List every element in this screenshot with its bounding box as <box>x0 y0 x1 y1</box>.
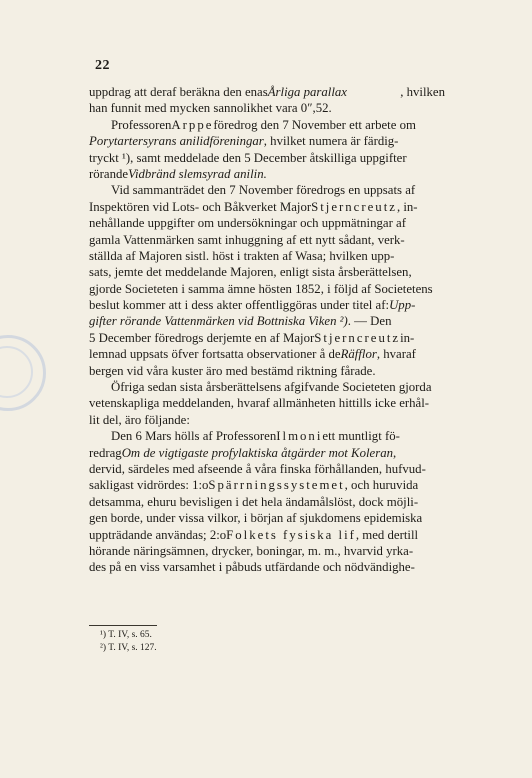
text-line: Inspektören vid Lots- och Båkverket MajorStjerncreutz, in- <box>89 199 418 214</box>
body-text <box>89 84 445 576</box>
text-line: lit del, äro följande: <box>89 412 190 427</box>
text-line: Vid sammanträdet den 7 November föredrogs en uppsats af <box>111 183 416 198</box>
footnote-1: ¹) T. IV, s. 65. <box>100 630 152 640</box>
text-line: nehållande uppgifter om undersökningar och uppmätningar af <box>89 216 406 231</box>
text-line: ställda af Majoren sistl. höst i trakten af Wasa; hvilken upp- <box>89 248 395 263</box>
text-line: uppträdande användas; 2:oFolkets fysiska lif, med dertill <box>89 527 419 542</box>
text-line: bergen vid våra kuster äro med bestämd riktning fårade. <box>89 363 376 378</box>
text-line: gjorde Societeten i samma ämne hösten 1852, i följd af Societetens <box>89 281 433 296</box>
footnote-2: ²) T. IV, s. 127. <box>100 642 157 653</box>
page-number: 22 <box>95 58 110 73</box>
text-line: rörandeVidbränd slemsyrad anilin. <box>89 166 267 181</box>
text-line: redragOm de vigtigaste profylaktiska åtgärder mot Koleran, <box>89 445 397 460</box>
library-stamp <box>0 335 46 411</box>
text-line: dervid, särdeles med afseende å våra finska förhållanden, hufvud- <box>89 461 426 476</box>
text-line: vetenskapliga meddelanden, hvaraf allmänheten hittills icke erhål- <box>89 396 430 411</box>
text-line: detsamma, ehuru bevisligen i det hela ändamålslöst, dock möjli- <box>89 494 419 509</box>
text-line: Öfriga sedan sista årsberättelsens afgifvande Societeten gjorda <box>111 380 432 395</box>
text-line: sats, jemte det meddelande Majoren, enligt sista årsberättelsen, <box>89 265 412 280</box>
text-line: Porytartersyrans anilidföreningar, hvilket numera är färdig- <box>89 134 399 149</box>
text-line: han funnit med mycken sannolikhet vara 0″,52. <box>89 101 332 116</box>
text-line: uppdrag att deraf beräkna den enasÅrliga parallax , hvilken <box>89 85 445 99</box>
text-line: gifter rörande Vattenmärken vid Bottniska Viken ²). — Den <box>89 314 392 329</box>
text-line: gamla Vattenmärken samt inhuggning af ett nytt sådant, verk- <box>89 232 405 247</box>
text-line: Den 6 Mars hölls af ProfessorenIlmoniett muntligt fö- <box>111 429 400 444</box>
footnote-divider <box>89 625 157 626</box>
text-line: ProfessorenArppeföredrog den 7 November ett arbete om <box>111 117 416 132</box>
text-line: 5 December föredrogs derjemte en af MajorStjerncreutzin- <box>89 330 415 345</box>
footnotes <box>100 629 157 654</box>
text-line: sakligast vidrördes: 1:oSpärrningssystemet, och huruvida <box>89 478 419 493</box>
text-line: gen borde, under vissa vilkor, i början af sjukdomens epidemiska <box>89 511 423 526</box>
text-line: beslut kommer att i dess akter offentliggöras under titel af:Upp- <box>89 298 416 313</box>
text-line: lemnad uppsats öfver fortsatta observationer å deRäfflor, hvaraf <box>89 347 416 362</box>
text-line: des på en viss varsamhet i påbuds utfärdande och nödvändighe- <box>89 560 415 575</box>
text-line: tryckt ¹), samt meddelade den 5 December åtskilliga uppgifter <box>89 150 407 165</box>
text-line: hörande näringsämnen, drycker, boningar, m. m., hvarvid yrka- <box>89 543 414 558</box>
